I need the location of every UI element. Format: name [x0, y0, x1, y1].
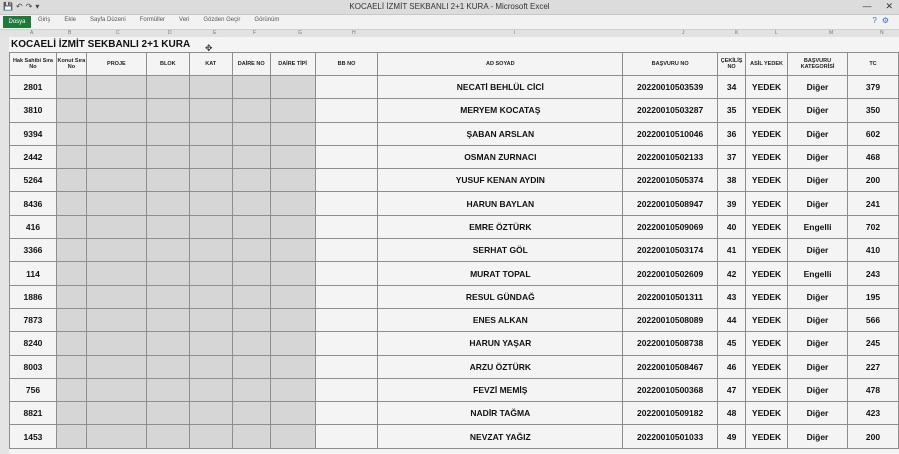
cell-basvuru-no[interactable]: 20220010503287 [623, 99, 718, 122]
cell-tc[interactable]: 241 [847, 192, 898, 215]
cell-hak-sahibi-no[interactable]: 8436 [10, 192, 57, 215]
cell-daire-tipi[interactable] [270, 215, 315, 238]
cell-cekilis-no[interactable]: 34 [718, 76, 746, 99]
cell-bb-no[interactable] [315, 239, 378, 262]
column-letter[interactable]: F [253, 30, 257, 36]
cell-cekilis-no[interactable]: 44 [718, 308, 746, 331]
options-icon[interactable]: ⚙ [881, 16, 889, 25]
table-row [10, 332, 899, 355]
cell-bb-no[interactable] [315, 76, 378, 99]
cell-bb-no[interactable] [315, 285, 378, 308]
cell-tc[interactable]: 423 [847, 402, 898, 425]
cell-asil-yedek[interactable]: YEDEK [746, 308, 788, 331]
column-letter[interactable]: C [116, 30, 120, 36]
cell-basvuru-no[interactable]: 20220010502133 [623, 145, 718, 168]
column-letter[interactable]: E [213, 30, 217, 36]
table-row [10, 239, 899, 262]
cell-basvuru-kategorisi[interactable]: Diğer [788, 192, 848, 215]
cell-kat[interactable] [189, 169, 232, 192]
cell-blok[interactable] [146, 355, 189, 378]
cell-blok[interactable] [146, 402, 189, 425]
column-letter[interactable]: N [880, 30, 884, 36]
cell-konut-no[interactable] [56, 332, 86, 355]
ribbon-tabs [0, 15, 899, 30]
cell-ad-soyad[interactable]: ARZU ÖZTÜRK [378, 355, 623, 378]
cell-kat[interactable] [189, 402, 232, 425]
cell-hak-sahibi-no[interactable]: 3810 [10, 99, 57, 122]
cell-ad-soyad[interactable]: EMRE ÖZTÜRK [378, 215, 623, 238]
cell-proje[interactable] [86, 425, 146, 448]
cell-basvuru-no[interactable]: 20220010503174 [623, 239, 718, 262]
cell-kat[interactable] [189, 215, 232, 238]
cell-cekilis-no[interactable]: 43 [718, 285, 746, 308]
cell-daire-tipi[interactable] [270, 192, 315, 215]
cell-ad-soyad[interactable]: SERHAT GÖL [378, 239, 623, 262]
cell-daire-no[interactable] [232, 332, 270, 355]
cell-ad-soyad[interactable]: NEVZAT YAĞIZ [378, 425, 623, 448]
data-table [9, 52, 899, 449]
table-row [10, 425, 899, 448]
cell-hak-sahibi-no[interactable]: 2801 [10, 76, 57, 99]
cell-kat[interactable] [189, 262, 232, 285]
cell-daire-no[interactable] [232, 145, 270, 168]
cell-blok[interactable] [146, 169, 189, 192]
column-letter[interactable]: D [168, 30, 172, 36]
cell-basvuru-kategorisi[interactable]: Diğer [788, 169, 848, 192]
cell-kat[interactable] [189, 425, 232, 448]
cell-blok[interactable] [146, 145, 189, 168]
cell-kat[interactable] [189, 192, 232, 215]
cell-daire-no[interactable] [232, 262, 270, 285]
cell-basvuru-no[interactable]: 20220010508947 [623, 192, 718, 215]
tab-review[interactable]: Gözden Geçir [203, 17, 241, 23]
cell-blok[interactable] [146, 122, 189, 145]
column-letter[interactable]: I [514, 30, 516, 36]
cell-konut-no[interactable] [56, 169, 86, 192]
header-row [10, 53, 899, 76]
cell-tc[interactable]: 200 [847, 169, 898, 192]
cell-blok[interactable] [146, 378, 189, 401]
save-icon[interactable]: 💾 [3, 2, 13, 11]
cell-asil-yedek[interactable]: YEDEK [746, 145, 788, 168]
cell-proje[interactable] [86, 285, 146, 308]
table-row [10, 262, 899, 285]
cell-cekilis-no[interactable]: 35 [718, 99, 746, 122]
cell-bb-no[interactable] [315, 425, 378, 448]
cell-daire-tipi[interactable] [270, 355, 315, 378]
cell-tc[interactable]: 243 [847, 262, 898, 285]
cell-asil-yedek[interactable]: YEDEK [746, 122, 788, 145]
cell-blok[interactable] [146, 425, 189, 448]
tab-data[interactable]: Veri [179, 17, 190, 23]
cell-kat[interactable] [189, 355, 232, 378]
cell-daire-tipi[interactable] [270, 402, 315, 425]
cell-kat[interactable] [189, 285, 232, 308]
cell-asil-yedek[interactable]: YEDEK [746, 239, 788, 262]
cell-daire-no[interactable] [232, 308, 270, 331]
cell-daire-no[interactable] [232, 76, 270, 99]
column-letter[interactable]: J [682, 30, 685, 36]
cell-ad-soyad[interactable]: HARUN BAYLAN [378, 192, 623, 215]
cell-asil-yedek[interactable]: YEDEK [746, 99, 788, 122]
cell-daire-tipi[interactable] [270, 76, 315, 99]
header-hak-sahibi[interactable]: Hak Sahibi Sıra No [10, 53, 57, 76]
table-row [10, 215, 899, 238]
cell-hak-sahibi-no[interactable]: 1886 [10, 285, 57, 308]
column-letter[interactable]: B [68, 30, 72, 36]
table-row [10, 192, 899, 215]
cell-konut-no[interactable] [56, 239, 86, 262]
cell-proje[interactable] [86, 239, 146, 262]
help-icon[interactable]: ? [872, 16, 877, 25]
cell-cekilis-no[interactable]: 40 [718, 215, 746, 238]
cell-kat[interactable] [189, 76, 232, 99]
cell-basvuru-kategorisi[interactable]: Diğer [788, 355, 848, 378]
cell-proje[interactable] [86, 262, 146, 285]
cell-kat[interactable] [189, 239, 232, 262]
header-konut[interactable]: Konut Sıra No [56, 53, 86, 76]
cell-konut-no[interactable] [56, 308, 86, 331]
cell-proje[interactable] [86, 99, 146, 122]
cell-basvuru-no[interactable]: 20220010508089 [623, 308, 718, 331]
cell-cekilis-no[interactable]: 46 [718, 355, 746, 378]
header-asil-yedek[interactable]: ASİL YEDEK [746, 53, 788, 76]
cell-daire-tipi[interactable] [270, 262, 315, 285]
cell-cekilis-no[interactable]: 38 [718, 169, 746, 192]
cell-daire-tipi[interactable] [270, 332, 315, 355]
header-blok[interactable]: BLOK [146, 53, 189, 76]
cell-asil-yedek[interactable]: YEDEK [746, 76, 788, 99]
cell-proje[interactable] [86, 378, 146, 401]
cell-konut-no[interactable] [56, 355, 86, 378]
header-daire-tipi[interactable]: DAİRE TİPİ [270, 53, 315, 76]
cell-blok[interactable] [146, 76, 189, 99]
cell-basvuru-no[interactable]: 20220010508738 [623, 332, 718, 355]
cell-daire-tipi[interactable] [270, 378, 315, 401]
column-letter[interactable]: G [298, 30, 302, 36]
cell-basvuru-kategorisi[interactable]: Diğer [788, 332, 848, 355]
cell-proje[interactable] [86, 76, 146, 99]
redo-icon[interactable]: ↷ [25, 2, 33, 11]
tab-file[interactable]: Dosya [3, 16, 31, 28]
cell-tc[interactable]: 195 [847, 285, 898, 308]
column-letter[interactable]: M [829, 30, 834, 36]
cell-tc[interactable]: 350 [847, 99, 898, 122]
cell-kat[interactable] [189, 145, 232, 168]
header-bb-no[interactable]: BB NO [315, 53, 378, 76]
cell-cekilis-no[interactable]: 48 [718, 402, 746, 425]
cell-asil-yedek[interactable]: YEDEK [746, 262, 788, 285]
cell-cekilis-no[interactable]: 47 [718, 378, 746, 401]
cell-blok[interactable] [146, 262, 189, 285]
cell-proje[interactable] [86, 215, 146, 238]
cell-konut-no[interactable] [56, 378, 86, 401]
cell-daire-tipi[interactable] [270, 239, 315, 262]
cell-basvuru-no[interactable]: 20220010509069 [623, 215, 718, 238]
header-basvuru-kategorisi[interactable]: BAŞVURU KATEGORİSİ [788, 53, 848, 76]
cell-konut-no[interactable] [56, 122, 86, 145]
cell-daire-no[interactable] [232, 169, 270, 192]
cell-konut-no[interactable] [56, 285, 86, 308]
cell-ad-soyad[interactable]: ŞABAN ARSLAN [378, 122, 623, 145]
cell-ad-soyad[interactable]: OSMAN ZURNACI [378, 145, 623, 168]
cell-basvuru-kategorisi[interactable]: Engelli [788, 262, 848, 285]
table-row [10, 308, 899, 331]
header-proje[interactable]: PROJE [86, 53, 146, 76]
tab-insert[interactable]: Ekle [64, 17, 77, 23]
cell-tc[interactable]: 468 [847, 145, 898, 168]
cell-daire-no[interactable] [232, 285, 270, 308]
cell-blok[interactable] [146, 215, 189, 238]
cell-kat[interactable] [189, 378, 232, 401]
cell-basvuru-no[interactable]: 20220010501033 [623, 425, 718, 448]
cell-cekilis-no[interactable]: 45 [718, 332, 746, 355]
cell-tc[interactable]: 379 [847, 76, 898, 99]
table-row [10, 355, 899, 378]
header-basvuru-no[interactable]: BAŞVURU NO [623, 53, 718, 76]
cell-tc[interactable]: 478 [847, 378, 898, 401]
header-cekilis-no[interactable]: ÇEKİLİŞ NO [718, 53, 746, 76]
cell-ad-soyad[interactable]: RESUL GÜNDAĞ [378, 285, 623, 308]
cell-daire-tipi[interactable] [270, 99, 315, 122]
minimize-button[interactable]: — [862, 1, 872, 11]
cell-hak-sahibi-no[interactable]: 8821 [10, 402, 57, 425]
cell-daire-tipi[interactable] [270, 145, 315, 168]
cell-bb-no[interactable] [315, 308, 378, 331]
cell-hak-sahibi-no[interactable]: 5264 [10, 169, 57, 192]
cell-blok[interactable] [146, 332, 189, 355]
cell-proje[interactable] [86, 169, 146, 192]
cell-hak-sahibi-no[interactable]: 416 [10, 215, 57, 238]
cell-proje[interactable] [86, 402, 146, 425]
cell-bb-no[interactable] [315, 332, 378, 355]
header-tc[interactable]: TC [847, 53, 898, 76]
cell-cekilis-no[interactable]: 39 [718, 192, 746, 215]
cell-asil-yedek[interactable]: YEDEK [746, 332, 788, 355]
undo-icon[interactable]: ↶ [15, 2, 23, 11]
cell-bb-no[interactable] [315, 262, 378, 285]
cell-basvuru-no[interactable]: 20220010500368 [623, 378, 718, 401]
cell-proje[interactable] [86, 192, 146, 215]
cell-konut-no[interactable] [56, 192, 86, 215]
cell-konut-no[interactable] [56, 99, 86, 122]
cell-asil-yedek[interactable]: YEDEK [746, 378, 788, 401]
cell-daire-tipi[interactable] [270, 285, 315, 308]
cell-blok[interactable] [146, 192, 189, 215]
cell-basvuru-kategorisi[interactable]: Diğer [788, 308, 848, 331]
cell-hak-sahibi-no[interactable]: 114 [10, 262, 57, 285]
mouse-cursor-icon: ✥ [205, 43, 213, 53]
cell-tc[interactable]: 200 [847, 425, 898, 448]
cell-daire-no[interactable] [232, 402, 270, 425]
cell-basvuru-no[interactable]: 20220010501311 [623, 285, 718, 308]
cell-proje[interactable] [86, 355, 146, 378]
cell-ad-soyad[interactable]: HARUN YAŞAR [378, 332, 623, 355]
cell-bb-no[interactable] [315, 378, 378, 401]
cell-basvuru-kategorisi[interactable]: Diğer [788, 239, 848, 262]
cell-daire-no[interactable] [232, 122, 270, 145]
cell-konut-no[interactable] [56, 262, 86, 285]
cell-daire-no[interactable] [232, 99, 270, 122]
cell-blok[interactable] [146, 99, 189, 122]
cell-hak-sahibi-no[interactable]: 7873 [10, 308, 57, 331]
cell-bb-no[interactable] [315, 99, 378, 122]
table-row [10, 402, 899, 425]
cell-basvuru-kategorisi[interactable]: Diğer [788, 425, 848, 448]
tab-page-layout[interactable]: Sayfa Düzeni [90, 17, 126, 23]
cell-basvuru-kategorisi[interactable]: Diğer [788, 402, 848, 425]
cell-daire-tipi[interactable] [270, 425, 315, 448]
cell-bb-no[interactable] [315, 402, 378, 425]
cell-proje[interactable] [86, 145, 146, 168]
cell-daire-tipi[interactable] [270, 308, 315, 331]
cell-basvuru-no[interactable]: 20220010508467 [623, 355, 718, 378]
cell-basvuru-kategorisi[interactable]: Diğer [788, 378, 848, 401]
cell-daire-tipi[interactable] [270, 122, 315, 145]
window-title: KOCAELİ İZMİT SEKBANLI 2+1 KURA - Microsoft Excel [349, 2, 550, 11]
cell-cekilis-no[interactable]: 36 [718, 122, 746, 145]
table-row [10, 378, 899, 401]
cell-konut-no[interactable] [56, 215, 86, 238]
table-row [10, 76, 899, 99]
tab-view[interactable]: Görünüm [254, 17, 280, 23]
cell-basvuru-no[interactable]: 20220010505374 [623, 169, 718, 192]
cell-basvuru-kategorisi[interactable]: Engelli [788, 215, 848, 238]
cell-basvuru-kategorisi[interactable]: Diğer [788, 145, 848, 168]
cell-basvuru-no[interactable]: 20220010509182 [623, 402, 718, 425]
header-kat[interactable]: KAT [189, 53, 232, 76]
cell-proje[interactable] [86, 332, 146, 355]
cell-konut-no[interactable] [56, 402, 86, 425]
sheet-title: KOCAELİ İZMİT SEKBANLI 2+1 KURA [11, 39, 191, 50]
cell-tc[interactable]: 566 [847, 308, 898, 331]
cell-daire-no[interactable] [232, 378, 270, 401]
cell-kat[interactable] [189, 122, 232, 145]
cell-ad-soyad[interactable]: MURAT TOPAL [378, 262, 623, 285]
column-letter[interactable]: H [352, 30, 356, 36]
table-row [10, 99, 899, 122]
cell-hak-sahibi-no[interactable]: 8240 [10, 332, 57, 355]
cell-ad-soyad[interactable]: NADİR TAĞMA [378, 402, 623, 425]
cell-ad-soyad[interactable]: ENES ALKAN [378, 308, 623, 331]
window-controls [862, 1, 893, 12]
cell-konut-no[interactable] [56, 425, 86, 448]
close-button[interactable]: ✕ [885, 1, 893, 11]
cell-ad-soyad[interactable]: FEVZİ MEMİŞ [378, 378, 623, 401]
header-daire-no[interactable]: DAİRE NO [232, 53, 270, 76]
cell-tc[interactable]: 602 [847, 122, 898, 145]
worksheet-grid[interactable] [9, 37, 899, 454]
cell-asil-yedek[interactable]: YEDEK [746, 402, 788, 425]
cell-proje[interactable] [86, 122, 146, 145]
header-ad-soyad[interactable]: AD SOYAD [378, 53, 623, 76]
cell-daire-no[interactable] [232, 215, 270, 238]
cell-bb-no[interactable] [315, 122, 378, 145]
cell-daire-tipi[interactable] [270, 169, 315, 192]
table-row [10, 145, 899, 168]
cell-ad-soyad[interactable]: MERYEM KOCATAŞ [378, 99, 623, 122]
cell-asil-yedek[interactable]: YEDEK [746, 169, 788, 192]
cell-basvuru-no[interactable]: 20220010510046 [623, 122, 718, 145]
cell-asil-yedek[interactable]: YEDEK [746, 425, 788, 448]
cell-asil-yedek[interactable]: YEDEK [746, 192, 788, 215]
cell-proje[interactable] [86, 308, 146, 331]
cell-bb-no[interactable] [315, 169, 378, 192]
cell-cekilis-no[interactable]: 49 [718, 425, 746, 448]
cell-bb-no[interactable] [315, 145, 378, 168]
cell-cekilis-no[interactable]: 42 [718, 262, 746, 285]
cell-cekilis-no[interactable]: 41 [718, 239, 746, 262]
cell-basvuru-kategorisi[interactable]: Diğer [788, 122, 848, 145]
cell-hak-sahibi-no[interactable]: 2442 [10, 145, 57, 168]
tab-formulas[interactable]: Formüller [139, 17, 166, 23]
cell-ad-soyad[interactable]: YUSUF KENAN AYDIN [378, 169, 623, 192]
cell-tc[interactable]: 410 [847, 239, 898, 262]
table-row [10, 169, 899, 192]
cell-bb-no[interactable] [315, 192, 378, 215]
cell-cekilis-no[interactable]: 37 [718, 145, 746, 168]
cell-basvuru-no[interactable]: 20220010503539 [623, 76, 718, 99]
cell-asil-yedek[interactable]: YEDEK [746, 355, 788, 378]
cell-basvuru-kategorisi[interactable]: Diğer [788, 285, 848, 308]
cell-daire-no[interactable] [232, 192, 270, 215]
cell-hak-sahibi-no[interactable]: 8003 [10, 355, 57, 378]
cell-hak-sahibi-no[interactable]: 3366 [10, 239, 57, 262]
customize-qat-icon[interactable]: ▾ [35, 2, 40, 11]
cell-kat[interactable] [189, 332, 232, 355]
window-titlebar [0, 0, 899, 15]
cell-bb-no[interactable] [315, 215, 378, 238]
cell-basvuru-kategorisi[interactable]: Diğer [788, 76, 848, 99]
cell-daire-no[interactable] [232, 239, 270, 262]
cell-hak-sahibi-no[interactable]: 9394 [10, 122, 57, 145]
cell-kat[interactable] [189, 308, 232, 331]
tab-home[interactable]: Giriş [38, 17, 51, 23]
cell-ad-soyad[interactable]: NECATİ BEHLÜL CİCİ [378, 76, 623, 99]
cell-daire-no[interactable] [232, 355, 270, 378]
cell-hak-sahibi-no[interactable]: 1453 [10, 425, 57, 448]
cell-daire-no[interactable] [232, 425, 270, 448]
cell-hak-sahibi-no[interactable]: 756 [10, 378, 57, 401]
cell-blok[interactable] [146, 285, 189, 308]
cell-basvuru-kategorisi[interactable]: Diğer [788, 99, 848, 122]
cell-konut-no[interactable] [56, 76, 86, 99]
column-letter[interactable]: K [735, 30, 739, 36]
cell-tc[interactable]: 245 [847, 332, 898, 355]
cell-bb-no[interactable] [315, 355, 378, 378]
cell-asil-yedek[interactable]: YEDEK [746, 215, 788, 238]
cell-blok[interactable] [146, 239, 189, 262]
table-row [10, 285, 899, 308]
column-letter[interactable]: A [30, 30, 34, 36]
cell-tc[interactable]: 702 [847, 215, 898, 238]
cell-blok[interactable] [146, 308, 189, 331]
cell-basvuru-no[interactable]: 20220010502609 [623, 262, 718, 285]
table-row [10, 122, 899, 145]
cell-tc[interactable]: 227 [847, 355, 898, 378]
column-letter[interactable]: L [775, 30, 778, 36]
cell-kat[interactable] [189, 99, 232, 122]
cell-konut-no[interactable] [56, 145, 86, 168]
cell-asil-yedek[interactable]: YEDEK [746, 285, 788, 308]
